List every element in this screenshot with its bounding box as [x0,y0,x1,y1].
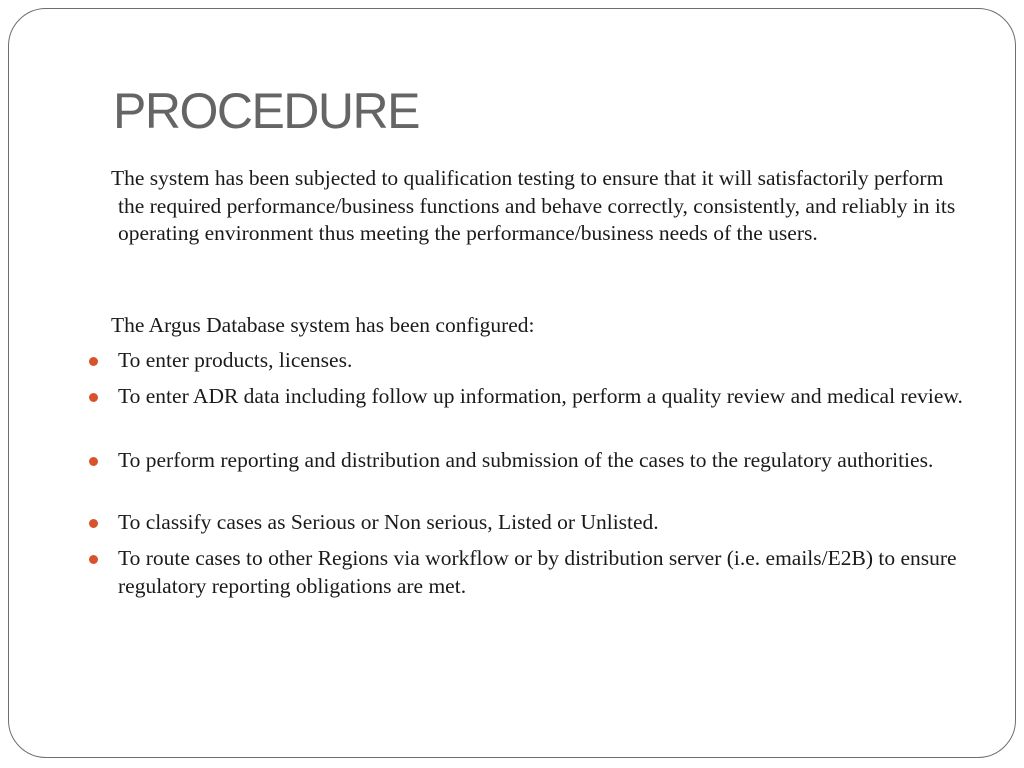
config-paragraph: The Argus Database system has been configured: [111,313,535,337]
list-item [118,509,968,537]
bullet-dot-icon [89,457,98,466]
list-item [118,545,968,600]
intro-paragraph: The system has been subjected to qualification testing to ensure that it will satisfactorily perform the required performance/business functions and behave correctly, consistently, and reliably in its operating environment thus meeting the performance/business needs of the users. [111,166,956,245]
slide-title: PROCEDURE [113,83,419,139]
bullet-text: To enter products, licenses. [118,348,353,372]
bullet-dot-icon [89,393,98,402]
bullet-text: To enter ADR data including follow up information, perform a quality review and medical review. [118,384,963,408]
list-item [118,347,968,375]
list-item [118,447,968,475]
bullet-dot-icon [89,519,98,528]
bullet-dot-icon [89,357,98,366]
bullet-dot-icon [89,555,98,564]
bullet-text: To route cases to other Regions via workflow or by distribution server (i.e. emails/E2B) to ensure regulatory reporting obligations are met. [118,546,957,598]
list-item [118,383,968,411]
bullet-text: To classify cases as Serious or Non serious, Listed or Unlisted. [118,510,659,534]
bullet-text: To perform reporting and distribution and submission of the cases to the regulatory authorities. [118,448,934,472]
